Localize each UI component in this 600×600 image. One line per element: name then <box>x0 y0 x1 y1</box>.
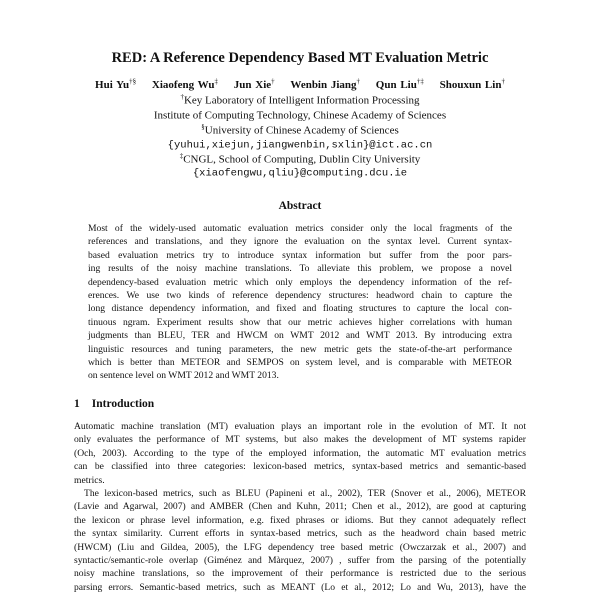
text-line: (Lavie and Agarwal, 2007) and AMBER (Chen and Kuhn, 2011; Chen et al., 2012), are good at capturing <box>74 501 526 513</box>
affiliation-line: §University of Chinese Academy of Sciences <box>201 123 399 137</box>
text-line: the lexicon or phrase level information, e.g. fixed phrases or idioms. But they cannot adequately reflect <box>74 514 526 526</box>
text-line: on sentence level on WMT 2012 and WMT 2013. <box>88 370 279 382</box>
email-line: {yuhui,xiejun,jiangwenbin,sxlin}@ict.ac.cn <box>167 139 433 152</box>
abstract-heading: Abstract <box>278 200 322 212</box>
text-line: tinuous ngram. Experiment results show that our metric achieves higher correlations with human <box>88 316 512 328</box>
text-line: syntactic/semantic-role overlap (Giménez and Màrquez, 2007) , suffer from the parsing of the potentially <box>74 555 526 567</box>
abstract-text <box>88 222 512 383</box>
author: Hui Yu†§ <box>95 77 137 91</box>
text-line: dependency-based evaluation metric which only employs the dependency information of the ref- <box>88 276 512 288</box>
author: Jun Xie† <box>233 77 275 91</box>
affiliation-line: †Key Laboratory of Intelligent Information Processing <box>180 93 420 107</box>
text-line: based evaluation metrics try to introduce syntax information but suffer from the poor pars- <box>88 249 512 261</box>
author: Xiaofeng Wu‡ <box>151 77 219 91</box>
text-line: only evaluates the performance of MT systems, but also makes the development of MT systems rapider <box>74 434 526 446</box>
text-line: (Och, 2003). According to the type of the employed information, the automatic MT evaluation metrics <box>74 447 526 459</box>
text-line: linguistic resources and tuning parameters, the new metric gets the state-of-the-art performance <box>88 343 512 355</box>
text-line: the syntax similarity. Current efforts in syntax-based metrics, such as the headword chain based metric <box>74 528 526 540</box>
text-line: Most of the widely-used automatic evaluation metrics consider only the local fragments of the <box>88 223 512 234</box>
text-line: ing results of the noisy machine translations. To alleviate this problem, we propose a novel <box>88 263 512 275</box>
author: Shouxun Lin† <box>439 77 505 91</box>
section-heading: 1 Introduction <box>74 398 155 410</box>
text-line: The lexicon-based metrics, such as BLEU (Papineni et al., 2002), TER (Snover et al., 2006), METEOR <box>84 488 526 500</box>
text-line: references and translations, and they ignore the evaluation on the syntax level. Current syntax- <box>88 236 512 248</box>
email-line: {xiaofengwu,qliu}@computing.dcu.ie <box>192 167 408 180</box>
affiliation-line: ‡CNGL, School of Computing, Dublin City University <box>179 152 421 166</box>
author-list <box>0 77 600 91</box>
text-line: metrics. <box>74 474 105 486</box>
author: Wenbin Jiang† <box>290 77 361 91</box>
paper-title: RED: A Reference Dependency Based MT Evaluation Metric <box>111 50 489 66</box>
author: Qun Liu†‡ <box>375 77 424 91</box>
text-line: noisy machine translations, so the improvement of their performance is restricted due to the serious <box>74 568 526 580</box>
text-line: parsing errors. Semantic-based metrics, such as MEANT (Lo et al., 2012; Lo and Wu, 2013), have the <box>74 581 526 593</box>
affiliation-line: Institute of Computing Technology, Chinese Academy of Sciences <box>153 109 447 122</box>
text-line: judgments than BLEU, TER and HWCM on WMT 2012 and WMT 2013. By introducing extra <box>88 330 512 342</box>
text-line: which is better than METEOR and SEMPOS on system level, and is comparable with METEOR <box>88 357 512 369</box>
text-line: Automatic machine translation (MT) evaluation plays an important role in the evolution of MT. It not <box>74 421 526 432</box>
body-text <box>74 420 526 594</box>
text-line: erences. We use two kinds of reference dependency structures: headword chain to capture the <box>88 290 512 302</box>
text-line: can be classified into three categories: lexicon-based metrics, syntax-based metrics and semantic-based <box>74 461 526 473</box>
text-line: long distance dependency information, and fixed and floating structures to capture the local con- <box>88 303 512 315</box>
text-line: (HWCM) (Liu and Gildea, 2005), the LFG dependency tree based metric (Owczarzak et al., 2007) and <box>74 541 526 553</box>
